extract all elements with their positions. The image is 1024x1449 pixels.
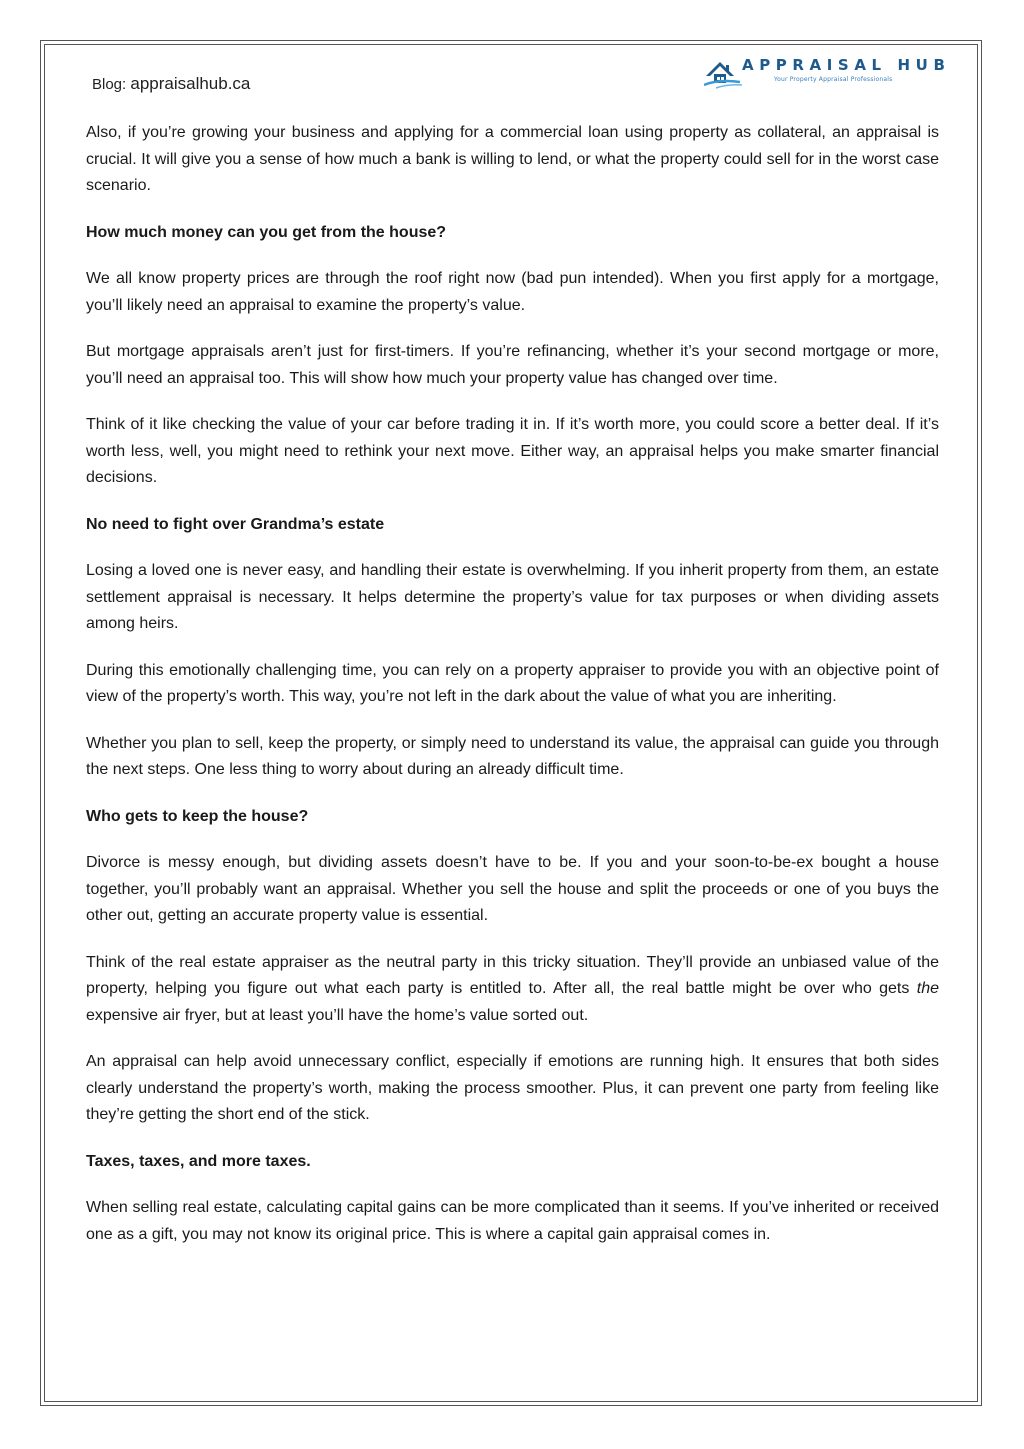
section-heading: How much money can you get from the house? xyxy=(86,223,447,241)
paragraph xyxy=(86,950,939,1030)
paragraph: During this emotionally challenging time, you can rely on a property appraiser to provide you with an objective point of view of the property’s worth. This way, you’re not left in the dark about the value of what you are inheriting. xyxy=(86,661,939,705)
house-icon xyxy=(704,52,744,92)
logo-tagline: Your Property Appraisal Professionals xyxy=(774,76,893,83)
section-heading: Taxes, taxes, and more taxes. xyxy=(86,1152,311,1170)
paragraph: An appraisal can help avoid unnecessary conflict, especially if emotions are running high. It ensures that both sides clearly understand the property’s worth, making the process smoother. Plus, it can prevent one party from feeling like they’re getting the short end of the stick. xyxy=(86,1053,939,1123)
blog-label xyxy=(92,74,250,94)
paragraph: Losing a loved one is never easy, and handling their estate is overwhelming. If you inherit property from them, an estate settlement appraisal is necessary. It helps determine the property’s value for tax purposes or when dividing assets among heirs. xyxy=(86,562,939,632)
appraisal-hub-logo xyxy=(704,52,954,92)
paragraph: Think of it like checking the value of your car before trading it in. If it’s worth more, you could score a better deal. If it’s worth less, well, you might need to rethink your next move. Either way, an appraisal helps you make smarter financial decisions. xyxy=(86,416,939,486)
section-heading: No need to fight over Grandma’s estate xyxy=(86,515,385,533)
paragraph: But mortgage appraisals aren’t just for first-timers. If you’re refinancing, whether it’s your second mortgage or more, you’ll need an appraisal too. This will show how much your property value has changed over time. xyxy=(86,343,939,387)
blog-url: appraisalhub.ca xyxy=(130,74,251,93)
emphasis-text: the xyxy=(916,980,939,997)
paragraph: Also, if you’re growing your business and applying for a commercial loan using property as collateral, an appraisal is crucial. It will give you a sense of how much a bank is willing to lend, or what the property could sell for in the worst case scenario. xyxy=(86,124,939,194)
paragraph: Whether you plan to sell, keep the property, or simply need to understand its value, the appraisal can guide you through the next steps. One less thing to worry about during an already difficult time. xyxy=(86,734,939,778)
logo-title: APPRAISAL HUB xyxy=(742,56,951,74)
paragraph: When selling real estate, calculating capital gains can be more complicated than it seems. If you’ve inherited or received one as a gift, you may not know its original price. This is where a capital gain appraisal comes in. xyxy=(86,1199,939,1243)
paragraph-text: expensive air fryer, but at least you’ll have the home’s value sorted out. xyxy=(86,1006,589,1024)
blog-prefix: Blog: xyxy=(92,76,131,93)
section-heading: Who gets to keep the house? xyxy=(86,807,309,825)
paragraph: Divorce is messy enough, but dividing assets doesn’t have to be. If you and your soon-to-be-ex bought a house together, you’ll probably want an appraisal. Whether you sell the house and split the proceeds or one of you buys the other out, getting an accurate property value is essential. xyxy=(86,854,939,924)
paragraph: We all know property prices are through the roof right now (bad pun intended). When you first apply for a mortgage, you’ll likely need an appraisal to examine the property’s value. xyxy=(86,270,939,314)
article-body xyxy=(86,120,939,1268)
paragraph-text: Think of the real estate appraiser as the neutral party in this tricky situation. They’ll provide an unbiased value of the property, helping you figure out what each party is entitled to. After all, the real battle might be over who gets xyxy=(86,953,939,997)
